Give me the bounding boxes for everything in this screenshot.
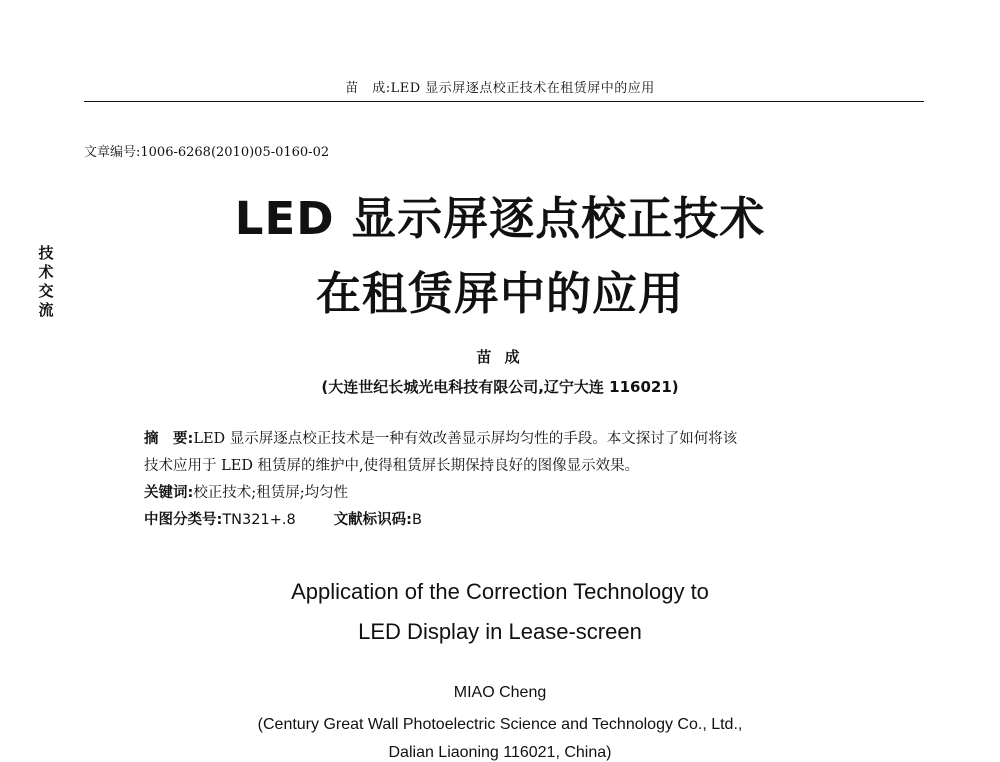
- abstract-line-1: [144, 426, 904, 453]
- keywords-label: 关键词:: [144, 485, 194, 501]
- english-affiliation-line-2: Dalian Liaoning 116021, China): [388, 744, 612, 761]
- abstract-block: [144, 426, 904, 534]
- abstract-line-2: [144, 453, 904, 480]
- keywords-line: [144, 480, 904, 507]
- author: 苗 成: [476, 348, 524, 366]
- english-affiliation-line-1: (Century Great Wall Photoelectric Science and Technology Co., Ltd.,: [257, 716, 743, 733]
- keywords-value: 校正技术;租赁屏;均匀性: [193, 485, 349, 501]
- english-title-line-2: LED Display in Lease-screen: [358, 619, 642, 644]
- side-label-char: 术: [38, 263, 54, 281]
- side-label-char: 技: [38, 244, 54, 262]
- side-label-char: 交: [38, 282, 54, 300]
- header-rule: [84, 101, 924, 102]
- clc-value: TN321+.8: [222, 512, 296, 528]
- abstract-text-1: LED 显示屏逐点校正技术是一种有效改善显示屏均匀性的手段。本文探讨了如何将该: [193, 431, 738, 447]
- article-number: 文章编号:1006-6268(2010)05-0160-02: [84, 145, 330, 160]
- doc-code-label: 文献标识码:: [333, 512, 412, 528]
- english-author: MIAO Cheng: [453, 684, 547, 701]
- classification-line: [144, 507, 904, 534]
- title-line-2: 在租赁屏中的应用: [315, 267, 684, 320]
- clc-label: 中图分类号:: [144, 512, 223, 528]
- side-label-char: 流: [38, 301, 54, 319]
- doc-code-value: B: [412, 512, 422, 528]
- affiliation: (大连世纪长城光电科技有限公司,辽宁大连 116021): [321, 378, 679, 396]
- abstract-label: 摘 要:: [144, 431, 194, 447]
- abstract-text-2: 技术应用于 LED 租赁屏的维护中,使得租赁屏长期保持良好的图像显示效果。: [144, 458, 640, 474]
- english-title-line-1: Application of the Correction Technology to: [291, 579, 709, 604]
- title-line-1: LED 显示屏逐点校正技术: [234, 192, 766, 245]
- running-head: 苗 成:LED 显示屏逐点校正技术在租赁屏中的应用: [345, 81, 655, 96]
